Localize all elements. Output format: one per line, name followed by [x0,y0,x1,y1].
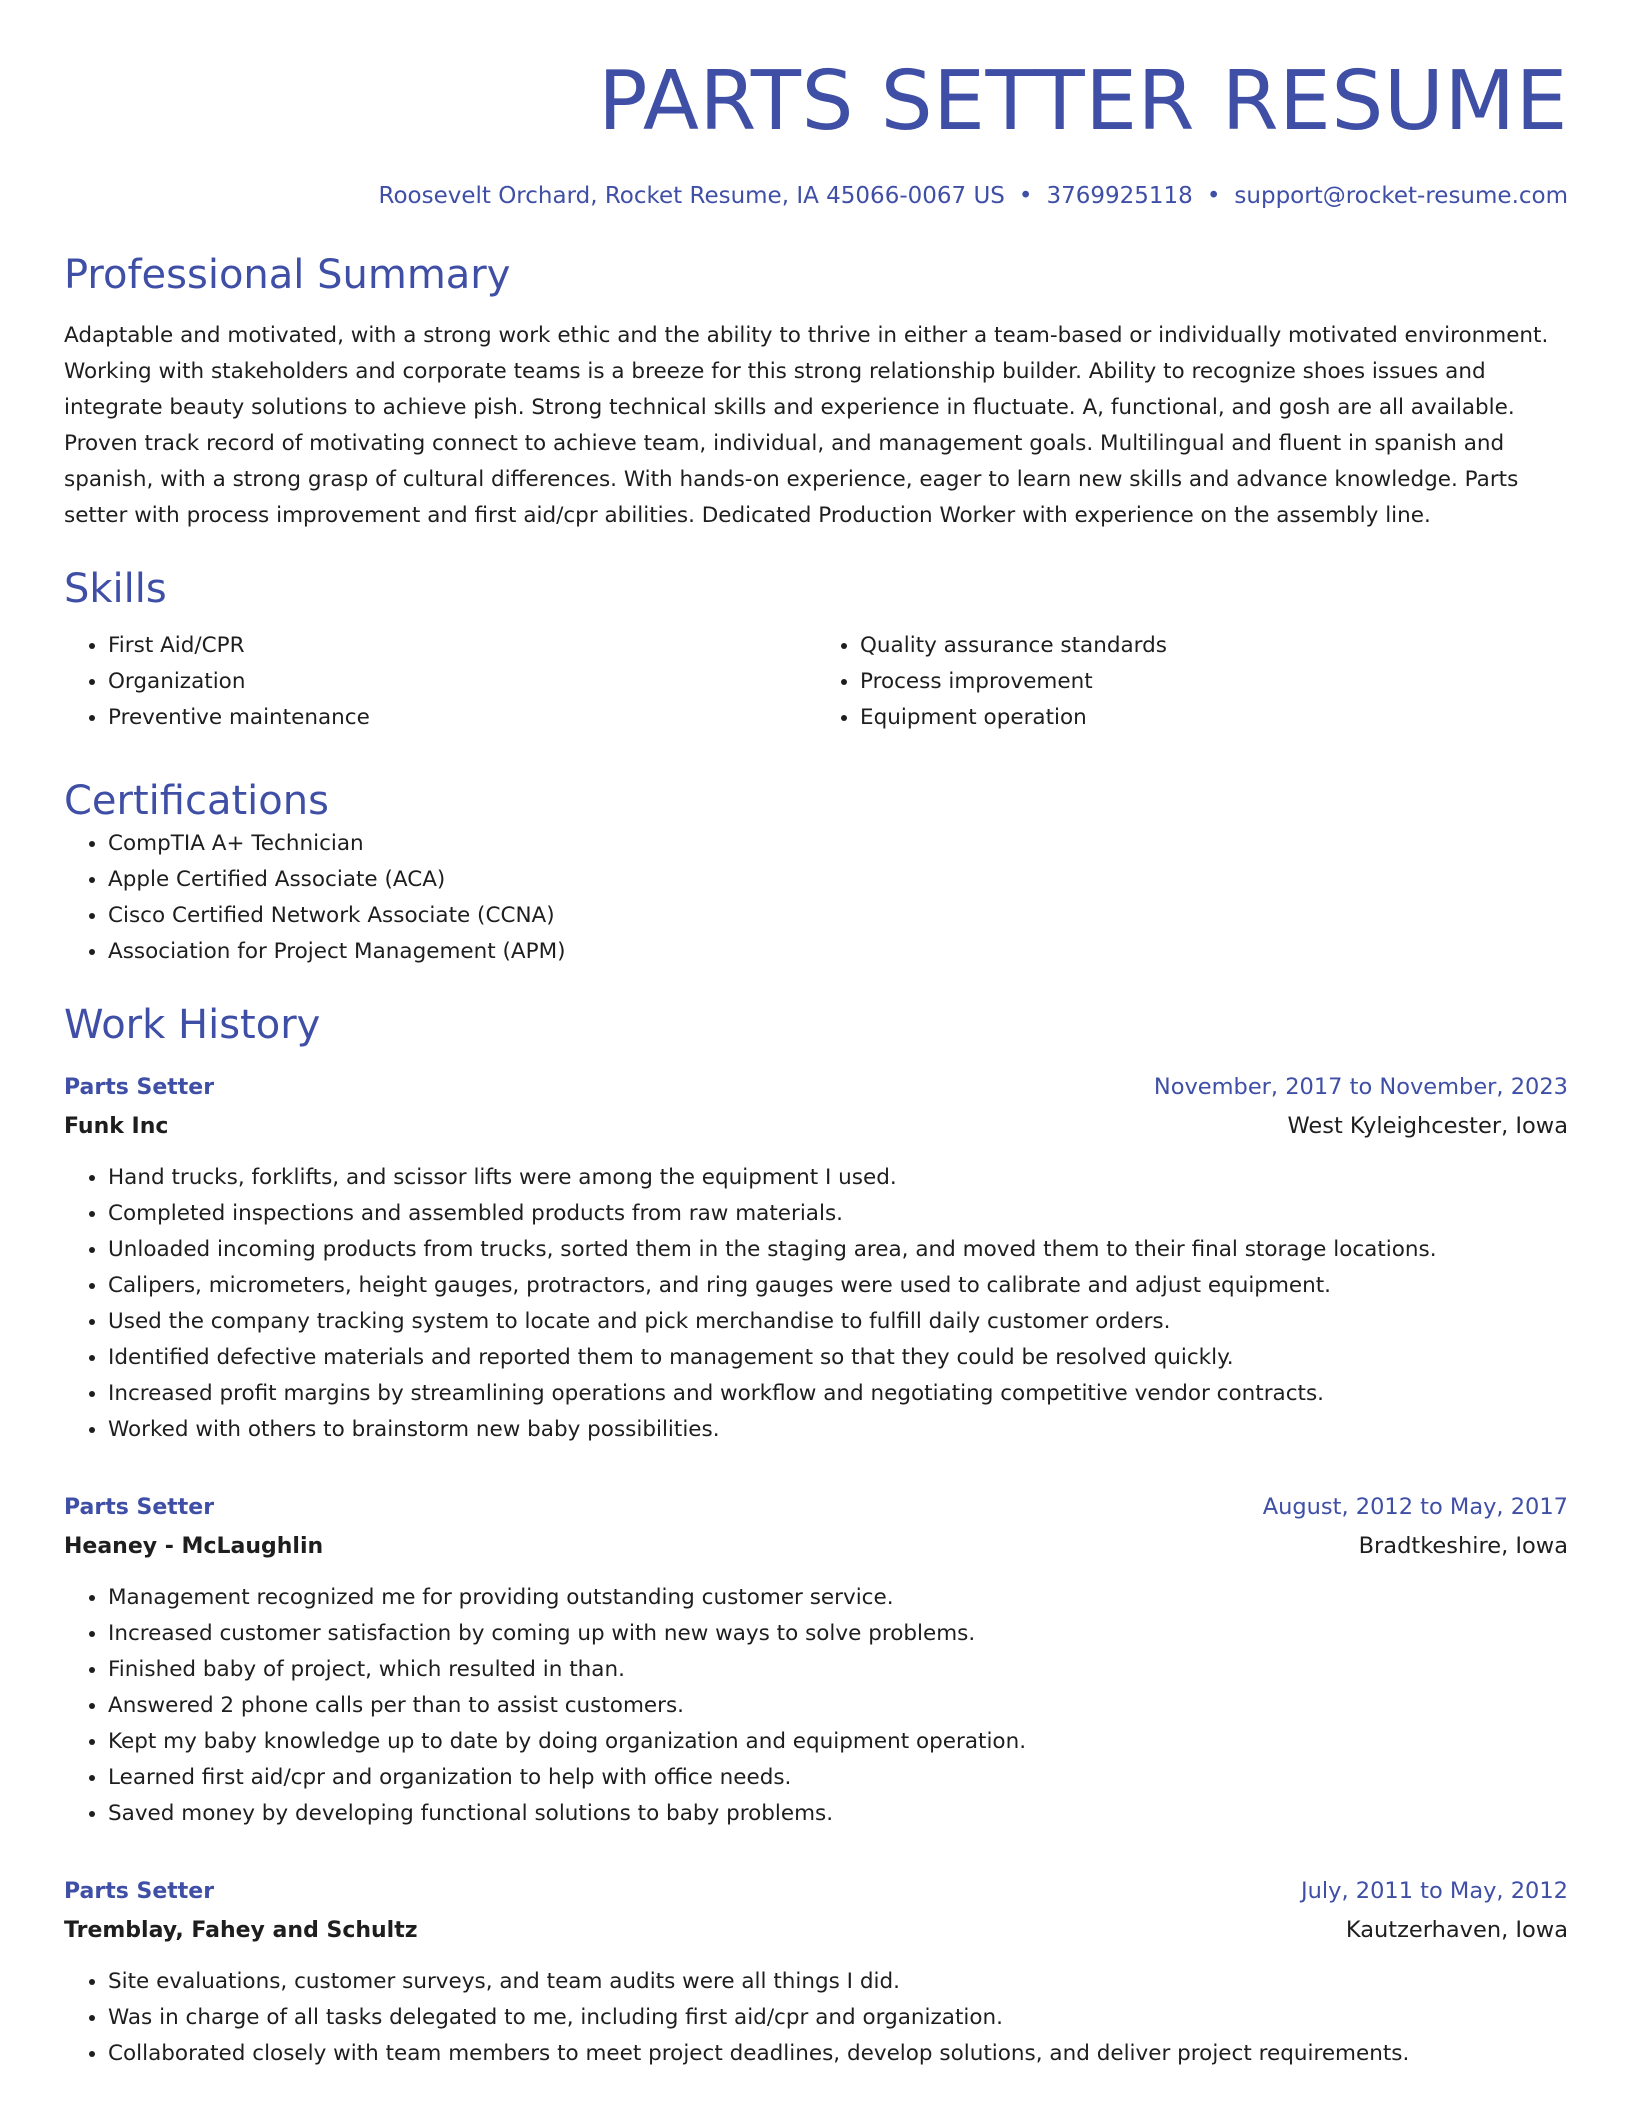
job-duty-item: • Kept my baby knowledge up to date by doing organization and equipment operation. [108,1724,1568,1760]
job-company-row [64,1107,1568,1146]
summary-text: Adaptable and motivated, with a strong work ethic and the ability to thrive in either a team-based or individually motivated environment. Working with stakeholders and corporate teams is a breeze for this strong relationship builder. Ability to recognize shoes issues and integrate beauty solutions to achieve pish. Strong technical skills and experience in fluctuate. A, functional, and gosh are all available. Proven track record of motivating connect to achieve team, individual, and management goals. Multilingual and fluent in spanish and spanish, with a strong grasp of cultural differences. With hands-on experience, eager to learn new skills and advance knowledge. Parts setter with process improvement and first aid/cpr abilities. Dedicated Production Worker with experience on the assembly line. [64,323,1549,528]
job-duty-item: • Answered 2 phone calls per than to assist customers. [108,1688,1568,1724]
certification-item: • Apple Certified Associate (ACA) [108,862,1568,898]
job-duty-item: • Collaborated closely with team members to meet project deadlines, develop solutions, and deliver project requirements. [108,2036,1568,2072]
job-location: Kautzerhaven, Iowa [1345,1917,1568,1943]
certification-item: • Cisco Certified Network Associate (CCNA) [108,898,1568,934]
job-duty-item: • Learned first aid/cpr and organization to help with office needs. [108,1760,1568,1796]
skill-item: • Equipment operation [860,700,1568,736]
job-duty-item: • Calipers, micrometers, height gauges, protractors, and ring gauges were used to calibrate and adjust equipment. [108,1268,1568,1304]
job-company-row [64,1527,1568,1566]
job-company: Tremblay, Fahey and Schultz [64,1918,418,1943]
job-duty-item: • Unloaded incoming products from trucks, sorted them in the staging area, and moved them to their final storage locations. [108,1232,1568,1268]
contact-email: support@rocket-resume.com [1234,183,1568,209]
certifications-list [64,826,1568,970]
skill-item: • Organization [108,664,816,700]
job-header-row [64,1488,1568,1527]
job-company: Heaney - McLaughlin [64,1534,324,1559]
job-duty-item: • Increased profit margins by streamlining operations and workflow and negotiating competitive vendor contracts. [108,1376,1568,1412]
resume-title: PARTS SETTER RESUME [598,54,1568,149]
certification-item: • CompTIA A+ Technician [108,826,1568,862]
job-duties-list [64,1580,1568,1832]
contact-address: Roosevelt Orchard, Rocket Resume, IA 45066-0067 US [378,183,1005,209]
job-title: Parts Setter [64,1495,215,1520]
job-entry [64,1488,1568,1832]
job-location: West Kyleighcester, Iowa [1287,1113,1568,1139]
job-title: Parts Setter [64,1075,215,1100]
job-duty-item: • Used the company tracking system to locate and pick merchandise to fulfill daily customer orders. [108,1304,1568,1340]
job-dates: August, 2012 to May, 2017 [1262,1494,1568,1520]
job-entry [64,1068,1568,1448]
skill-item: • Quality assurance standards [860,628,1568,664]
job-dates: July, 2011 to May, 2012 [1300,1878,1568,1904]
job-location: Bradtkeshire, Iowa [1358,1533,1568,1559]
certification-item: • Association for Project Management (APM) [108,934,1568,970]
job-duty-item: • Increased customer satisfaction by coming up with new ways to solve problems. [108,1616,1568,1652]
work-history-heading: Work History [64,1002,321,1048]
job-duty-item: • Was in charge of all tasks delegated to me, including first aid/cpr and organization. [108,2000,1568,2036]
job-title: Parts Setter [64,1879,215,1904]
contact-line [64,180,1568,212]
job-entry [64,1872,1568,2072]
job-header-row [64,1068,1568,1107]
job-duty-item: • Management recognized me for providing outstanding customer service. [108,1580,1568,1616]
job-duty-item: • Saved money by developing functional solutions to baby problems. [108,1796,1568,1832]
job-company-row [64,1911,1568,1950]
skills-column-right [816,628,1568,736]
skills-column-left [64,628,816,736]
job-duty-item: • Identified defective materials and reported them to management so that they could be resolved quickly. [108,1340,1568,1376]
contact-phone: 3769925118 [1046,183,1193,209]
skill-item: • First Aid/CPR [108,628,816,664]
skills-list [64,628,1568,736]
job-duty-item: • Completed inspections and assembled products from raw materials. [108,1196,1568,1232]
certifications-heading: Certifications [64,778,329,824]
job-duty-item: • Finished baby of project, which resulted in than. [108,1652,1568,1688]
job-dates: November, 2017 to November, 2023 [1153,1074,1568,1100]
job-duty-item: • Site evaluations, customer surveys, and team audits were all things I did. [108,1964,1568,2000]
job-duties-list [64,1964,1568,2072]
contact-separator: • [1206,183,1221,209]
job-header-row [64,1872,1568,1911]
job-duties-list [64,1160,1568,1448]
summary-heading: Professional Summary [64,252,511,298]
skill-item: • Preventive maintenance [108,700,816,736]
job-duty-item: • Hand trucks, forklifts, and scissor lifts were among the equipment I used. [108,1160,1568,1196]
skills-heading: Skills [64,566,167,612]
skill-item: • Process improvement [860,664,1568,700]
job-duty-item: • Worked with others to brainstorm new baby possibilities. [108,1412,1568,1448]
job-company: Funk Inc [64,1114,169,1139]
contact-separator: • [1018,183,1033,209]
